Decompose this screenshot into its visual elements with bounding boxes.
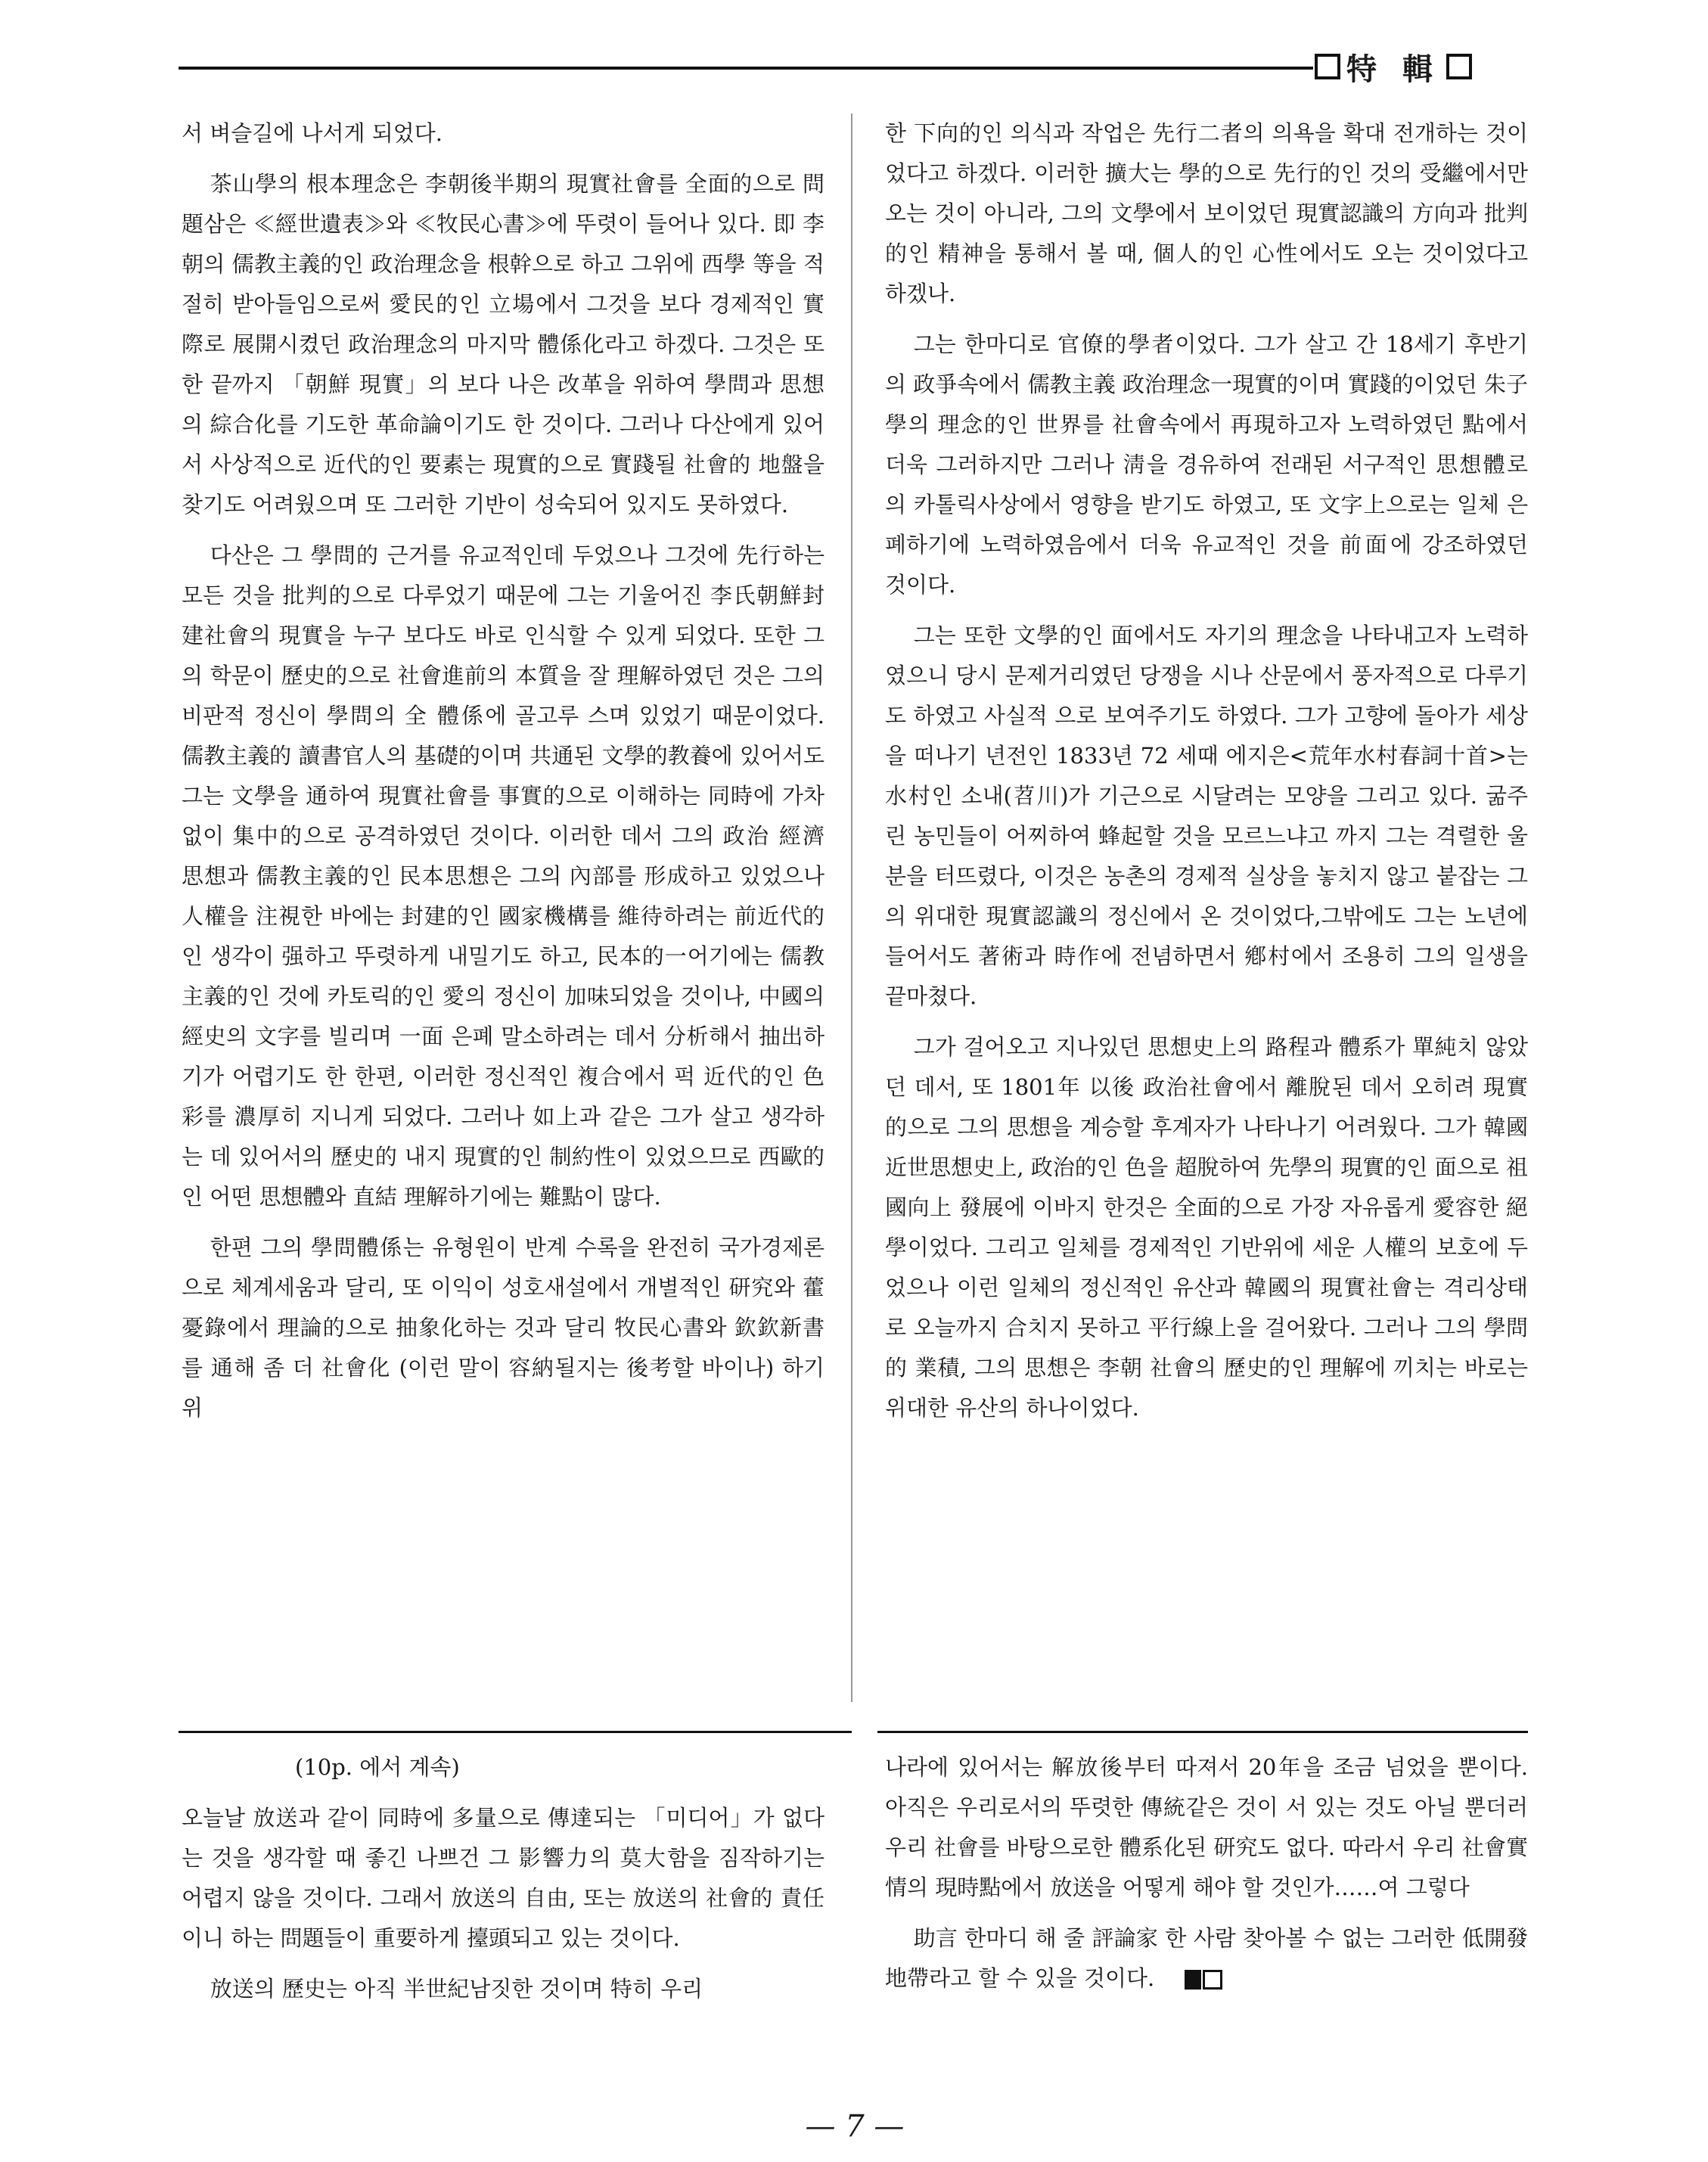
paragraph: 다산은 그 學問的 근거를 유교적인데 두었으나 그것에 先行하는 모든 것을 批判的으로 다루었기 때문에 그는 기울어진 李氏朝鮮封建社會의 現實을 누구 보다도 바로 인식할 수 있게 되었다. 또한 그의 학문이 歷史的으로 社會進前의 本質을 잘 理解하였던 것은 그의 비판적 정신이 學問의 全 體係에 골고루 스며 있었기 때문이었다. 儒教主義的 讀書官人의 基礎的이며 共通된 文學的教養에 있어서도 그는 文學을 通하여 現實社會를 事實的으로 이해하는 同時에 가차없이 集中的으로 공격하였던 것이다. 이러한 데서 그의 政治 經濟 思想과 儒教主義的인 民本思想은 그의 內部를 形成하고 있었으나 人權을 注視한 바에는 封建的인 國家機構를 維待하려는 前近代的인 생각이 强하고 뚜렷하게 내밀기도 하고, 民本的一어기에는 儒教主義的인 것에 카토릭的인 愛의 정신이 加味되었을 것이나, 中國의 經史의 文字를 빌리며 一面 은폐 말소하려는 데서 分析해서 抽出하기가 어렵기도 한 한편, 이러한 정신적인 複合에서 퍽 近代的인 色彩를 濃厚히 지니게 되었다. 그러나 如上과 같은 그가 살고 생각하는 데 있어서의 歷史的 내지 現實的인 制約性이 있었으므로 西歐的인 어떤 思想體와 直結 理解하기에는 難點이 많다. (182, 542, 824, 1210)
paragraph: 放送의 歷史는 아직 半世紀남짓한 것이며 特히 우리 (210, 1976, 703, 2002)
paragraph: 한편 그의 學問體係는 유형원이 반계 수록을 완전히 국가경제론으로 체계세움과 달리, 또 이익이 성호새설에서 개별적인 研究와 藿憂錄에서 理論的으로 抽象化하는 것과 달리 牧民心書와 欽欽新書를 通해 좀 더 社會化 (이런 말이 容納될지는 後考할 바이나) 하기 위 (182, 1235, 824, 1421)
paragraph: 그는 한마디로 官僚的學者이었다. 그가 살고 간 18세기 후반기의 政爭속에서 儒教主義 政治理念一現實的이며 實踐的이었던 朱子學의 理念的인 世界를 社會속에서 再現하고자 노력하였던 點에서 더욱 그러하지만 그러나 淸을 경유하여 전래된 서구적인 思想體로의 카톨릭사상에서 영향을 받기도 하였고, 또 文字上으로는 일체 은폐하기에 노력하였음에서 더욱 유교적인 것을 前面에 강조하였던 것이다. (885, 331, 1528, 598)
paragraph-text: 助言 한마디 해 줄 評論家 한 사람 찾아볼 수 없는 그러한 低開發地帶라고 할 수 있을 것이다. (885, 1925, 1528, 1991)
column-divider (851, 113, 852, 1702)
section-header (1315, 44, 1472, 89)
end-mark-icon (1185, 1970, 1222, 1990)
page-number: — 7 — (805, 2109, 905, 2144)
right-column-top (885, 113, 1528, 1439)
section-rule (877, 1731, 1528, 1733)
section-rule (179, 1731, 852, 1733)
paragraph: 오늘날 放送과 같이 同時에 多量으로 傳達되는 「미디어」가 없다는 것을 생각할 때 좋긴 나쁘건 그 影響力의 莫大함을 짐작하기는 어렵지 않을 것이다. 그래서 放送의 自由, 또는 放送의 社會的 責任이니 하는 問題들이 重要하게 擡頭되고 있는 것이다. (182, 1805, 824, 1951)
paragraph: 나라에 있어서는 解放後부터 따져서 20年을 조금 넘었을 뿐이다. 아직은 우리로서의 뚜렷한 傳統같은 것이 서 있는 것도 아닐 뿐더러 우리 社會를 바탕으로한 體系化된 研究도 없다. 따라서 우리 社會實情의 現時點에서 放送을 어떻게 해야 할 것인가……여 그렇다 (885, 1754, 1528, 1900)
right-column-bottom (885, 1747, 1528, 2009)
square-ornament-icon (1315, 54, 1340, 79)
left-column-top (182, 113, 824, 1439)
left-column-bottom (182, 1747, 824, 2020)
paragraph: 그가 걸어오고 지나있던 思想史上의 路程과 體系가 單純치 않았던 데서, 또 1801年 以後 政治社會에서 離脫된 데서 오히려 現實的으로 그의 思想을 계승할 후계자가 나타나기 어려웠다. 그가 韓國近世思想史上, 政治的인 色을 超脫하여 先學의 現實的인 面으로 祖國向上 發展에 이바지 한것은 全面的으로 가장 자유롭게 愛容한 絕學이었다. 그리고 일체를 경제적인 기반위에 세운 人權의 보호에 두었으나 이런 일체의 정신적인 유산과 韓國의 現實社會는 격리상태로 오늘까지 合치지 못하고 平行線上을 걸어왔다. 그러나 그의 學問的 業積, 그의 思想은 李朝 社會의 歷史的인 理解에 끼치는 바로는 위대한 유산의 하나이었다. (885, 1034, 1528, 1421)
paragraph: 한 下向的인 의식과 작업은 先行二者의 의욕을 확대 전개하는 것이었다고 하겠다. 이러한 擴大는 學的으로 先行的인 것의 受繼에서만 오는 것이 아니라, 그의 文學에서 보이었던 現實認識의 方向과 批判的인 精神을 통해서 볼 때, 個人的인 心性에서도 오는 것이었다고 하겠나. (885, 120, 1528, 306)
paragraph: 서 벼슬길에 나서게 되었다. (182, 120, 443, 146)
square-ornament-icon (1446, 54, 1472, 79)
paragraph (885, 1918, 1528, 1999)
header-rule (179, 67, 1313, 70)
paragraph: 茶山學의 根本理念은 李朝後半期의 現實社會를 全面的으로 問題삼은 ≪經世遺表≫와 ≪牧民心書≫에 뚜렷이 들어나 있다. 即 李朝의 儒教主義的인 政治理念을 根幹으로 하고 그위에 西學 等을 적절히 받아들임으로써 愛民的인 立場에서 그것을 보다 경제적인 實際로 展開시켰던 政治理念의 마지막 體係化라고 하겠다. 그것은 또한 끝까지 「朝鮮 現實」의 보다 나은 改革을 위하여 學問과 思想의 綜合化를 기도한 革命論이기도 한 것이다. 그러나 다산에게 있어서 사상적으로 近代的인 要素는 現實的으로 實踐될 社會的 地盤을 찾기도 어려웠으며 또 그러한 기반이 성숙되어 있지도 못하였다. (182, 171, 824, 517)
paragraph: 그는 또한 文學的인 面에서도 자기의 理念을 나타내고자 노력하였으니 당시 문제거리였던 당쟁을 시나 산문에서 풍자적으로 다루기도 하였고 사실적 으로 보여주기도 하였다. 그가 고향에 돌아가 세상을 떠나기 년전인 1833년 72 세때 에지은<荒年水村春詞十首>는 水村인 소내(苕川)가 기근으로 시달려는 모양을 그리고 있다. 굶주린 농민들이 어찌하여 蜂起할 것을 모르느냐고 까지 그는 격렬한 울분을 터뜨렸다, 이것은 농촌의 경제적 실상을 놓치지 않고 붙잡는 그의 위대한 現實認識의 정신에서 온 것이었다,그밖에도 그는 노년에들어서도 著術과 時作에 전념하면서 鄕村에서 조용히 그의 일생을 끝마쳤다. (885, 623, 1528, 1009)
continued-label: (10p. 에서 계속) (295, 1754, 460, 1780)
section-label: 特 輯 (1346, 51, 1440, 87)
